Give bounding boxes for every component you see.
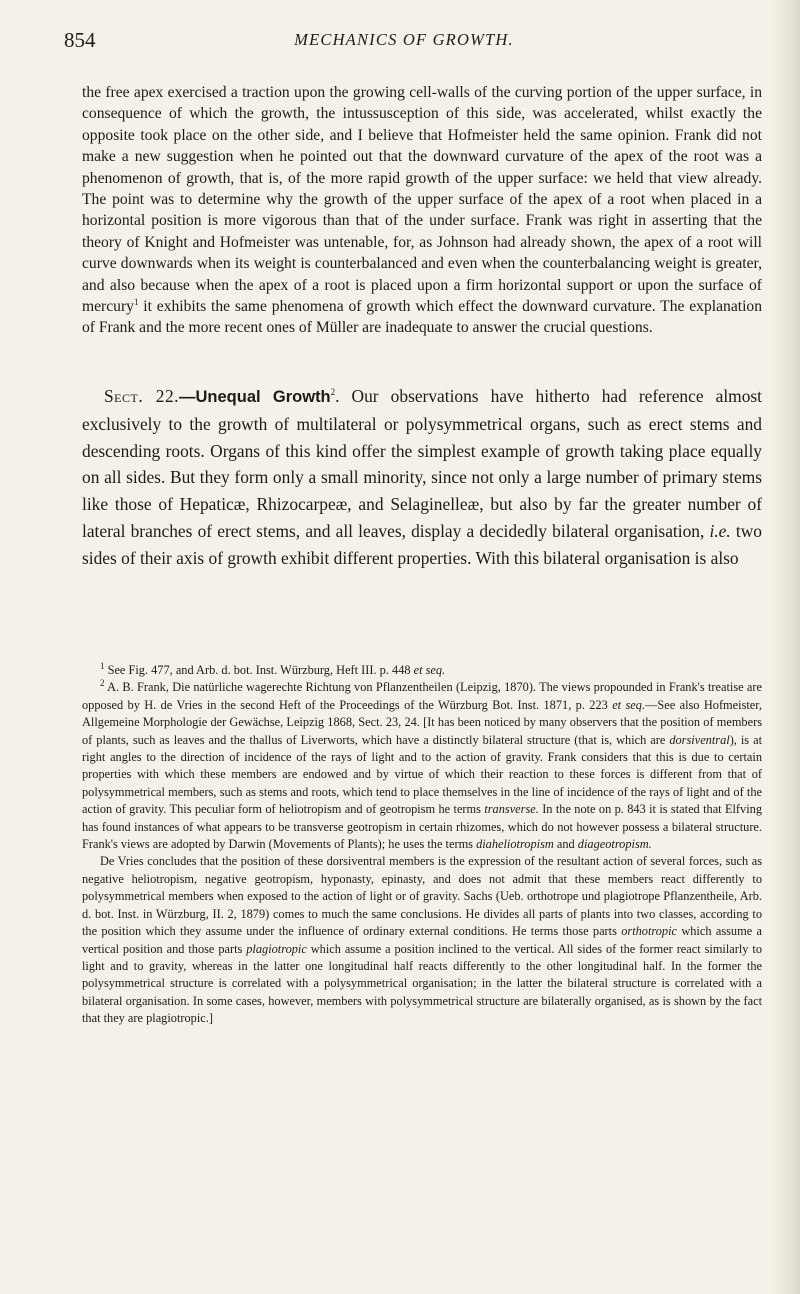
- footnote-2-italic-3: transverse.: [484, 802, 539, 817]
- footnote-2-continued: [82, 853, 762, 1027]
- footnote-1-text: See Fig. 477, and Arb. d. bot. Inst. Würzburg, Heft III. p. 448: [104, 663, 414, 677]
- paragraph-1-text: the free apex exercised a traction upon the growing cell-walls of the curving portion of the upper surface, in consequence of which the growth, the intussusception of this side, was accelerated, whilst exactly the opposite took place on the other side, and I believe that Hofmeister held the same opinion. Frank did not make a new suggestion when he pointed out that the downward curvature of the apex of the root was a phenomenon of growth, that is, of the more rapid growth of the upper surface: we held that view already. The point was to determine why the growth of the upper surface of the apex of a root when placed in a horizontal position is more vigorous than that of the under surface. Frank was right in asserting that the theory of Knight and Hofmeister was untenable, for, as Johnson had already shown, the apex of a root will curve downwards when its weight is counterbalanced and even when the counterbalancing weight is greater, and also because when the apex of a root is placed upon a firm horizontal support or upon the surface of mercury: [82, 84, 762, 316]
- page-header: [64, 28, 744, 58]
- page-edge-shadow: [772, 0, 800, 1294]
- footnote-2-text-d: In the note on p. 843 it is stated that Elfving has found instances of what appears to be transverse geotropism in certain rhizomes, which do not however possess a bilateral structure. Frank's views are adopted by Darwin (Movements of Plants); he uses the terms: [82, 802, 762, 852]
- section-label: Sect. 22.: [104, 386, 179, 406]
- paragraph-1: [82, 82, 762, 339]
- footnote-ref-1: 1: [133, 296, 139, 307]
- footnote-2-italic-4: diaheliotropism: [476, 837, 554, 852]
- footnote-1-italic: et seq.: [413, 663, 446, 677]
- footnote-3-italic-2: plagiotropic: [246, 941, 307, 956]
- footnote-2-italic-2: dorsiventral: [669, 732, 730, 747]
- footnote-2-text-b: —See also Hofmeister, Allgemeine Morphologie der Gewächse, Leipzig 1868, Sect. 23, 24. [It has been noticed by many observers that the position of members of plants, such as leaves and the thallus of Liverworts, which have a distinctly bilateral structure (that is, which are: [82, 697, 762, 747]
- paragraph-2-ie: i.e.: [709, 520, 731, 541]
- footnote-1-mark: 1: [100, 660, 105, 671]
- footnote-1: [82, 662, 762, 679]
- footnote-2-italic-5: diageotropism.: [577, 837, 652, 852]
- footnote-3-text-c: which assume a position inclined to the vertical. All sides of the former react similarly to light and to gravity, whereas in the latter one longitudinal half reacts differently to the other longitudinal half. In the former the polysymmetrical structure is correlated with a polysymmetrical organisation; in the latter the bilateral structure is correlated with a bilateral organisation. In some cases, however, members with polysymmetrical structure are bilaterally organised, as is shown by the fact that they are plagiotropic.]: [82, 941, 762, 1026]
- footnote-3-text-b: which assume a vertical position and those parts: [82, 924, 762, 956]
- section-heading: —Unequal Growth: [179, 388, 331, 406]
- running-title: MECHANICS OF GROWTH.: [294, 30, 514, 49]
- footnote-2-text-e: and: [553, 837, 578, 852]
- paragraph-2-text: . Our observations have hitherto had reference almost exclusively to the growth of multilateral or polysymmetrical organs, such as erect stems and descending roots. Organs of this kind offer the simplest example of growth taking place equally on all sides. But they form only a small minority, since not only a large number of primary stems like those of Hepaticæ, Rhizocarpeæ, and Selaginelleæ, but also by far the greater number of lateral branches of erect stems, and all leaves, display a decidedly bilateral organisation,: [82, 386, 762, 541]
- footnote-3-text-a: De Vries concludes that the position of these dorsiventral members is the expression of the resultant action of several forces, such as negative heliotropism, negative geotropism, hyponasty, epinasty, and does not admit that these members react differently to polysymmetrical members when exposed to the action of light or of gravity. Sachs (Ueb. orthotrope und plagiotrope Pflanzentheile, Arb. d. bot. Inst. in Würzburg, II. 2, 1879) comes to much the same conclusions. He divides all parts of plants into two classes, according to the position which they assume under the influence of ordinary external conditions. He terms those parts: [82, 854, 762, 939]
- footnote-2-mark: 2: [100, 678, 105, 689]
- page-number: 854: [64, 28, 96, 52]
- paragraph-1-end: it exhibits the same phenomena of growth which effect the downward curvature. The explanation of Frank and the more recent ones of Müller are inadequate to answer the crucial questions.: [82, 298, 762, 337]
- paragraph-2: [82, 383, 762, 572]
- footnote-3-italic-1: orthotropic: [621, 924, 678, 939]
- footnotes: [82, 662, 762, 1028]
- footnote-2: [82, 679, 762, 853]
- footnote-2-text-a: A. B. Frank, Die natürliche wagerechte Richtung von Pflanzentheilen (Leipzig, 1870). The views propounded in Frank's treatise are opposed by H. de Vries in the second Heft of the Proceedings of the Würzburg Bot. Inst. 1871, p. 223: [82, 680, 762, 712]
- paragraph-2-end: two sides of their axis of growth exhibit different properties. With this bilateral organisation is also: [82, 520, 763, 568]
- footnote-ref-2: 2: [330, 387, 336, 398]
- footnote-2-text-c: ), is at right angles to the direction of incidence of the rays of light and to the action of gravity. Frank considers that this is due to certain properties with which these members are endowed and by virtue of which their reaction to these forces is different from that of polysymmetrical members, such as stems and roots, which tend to place themselves in the line of incidence of the rays of light and of the action of gravity. This peculiar form of heliotropism and of geotropism he terms: [82, 732, 762, 817]
- footnote-2-italic-1: et seq.: [612, 697, 646, 712]
